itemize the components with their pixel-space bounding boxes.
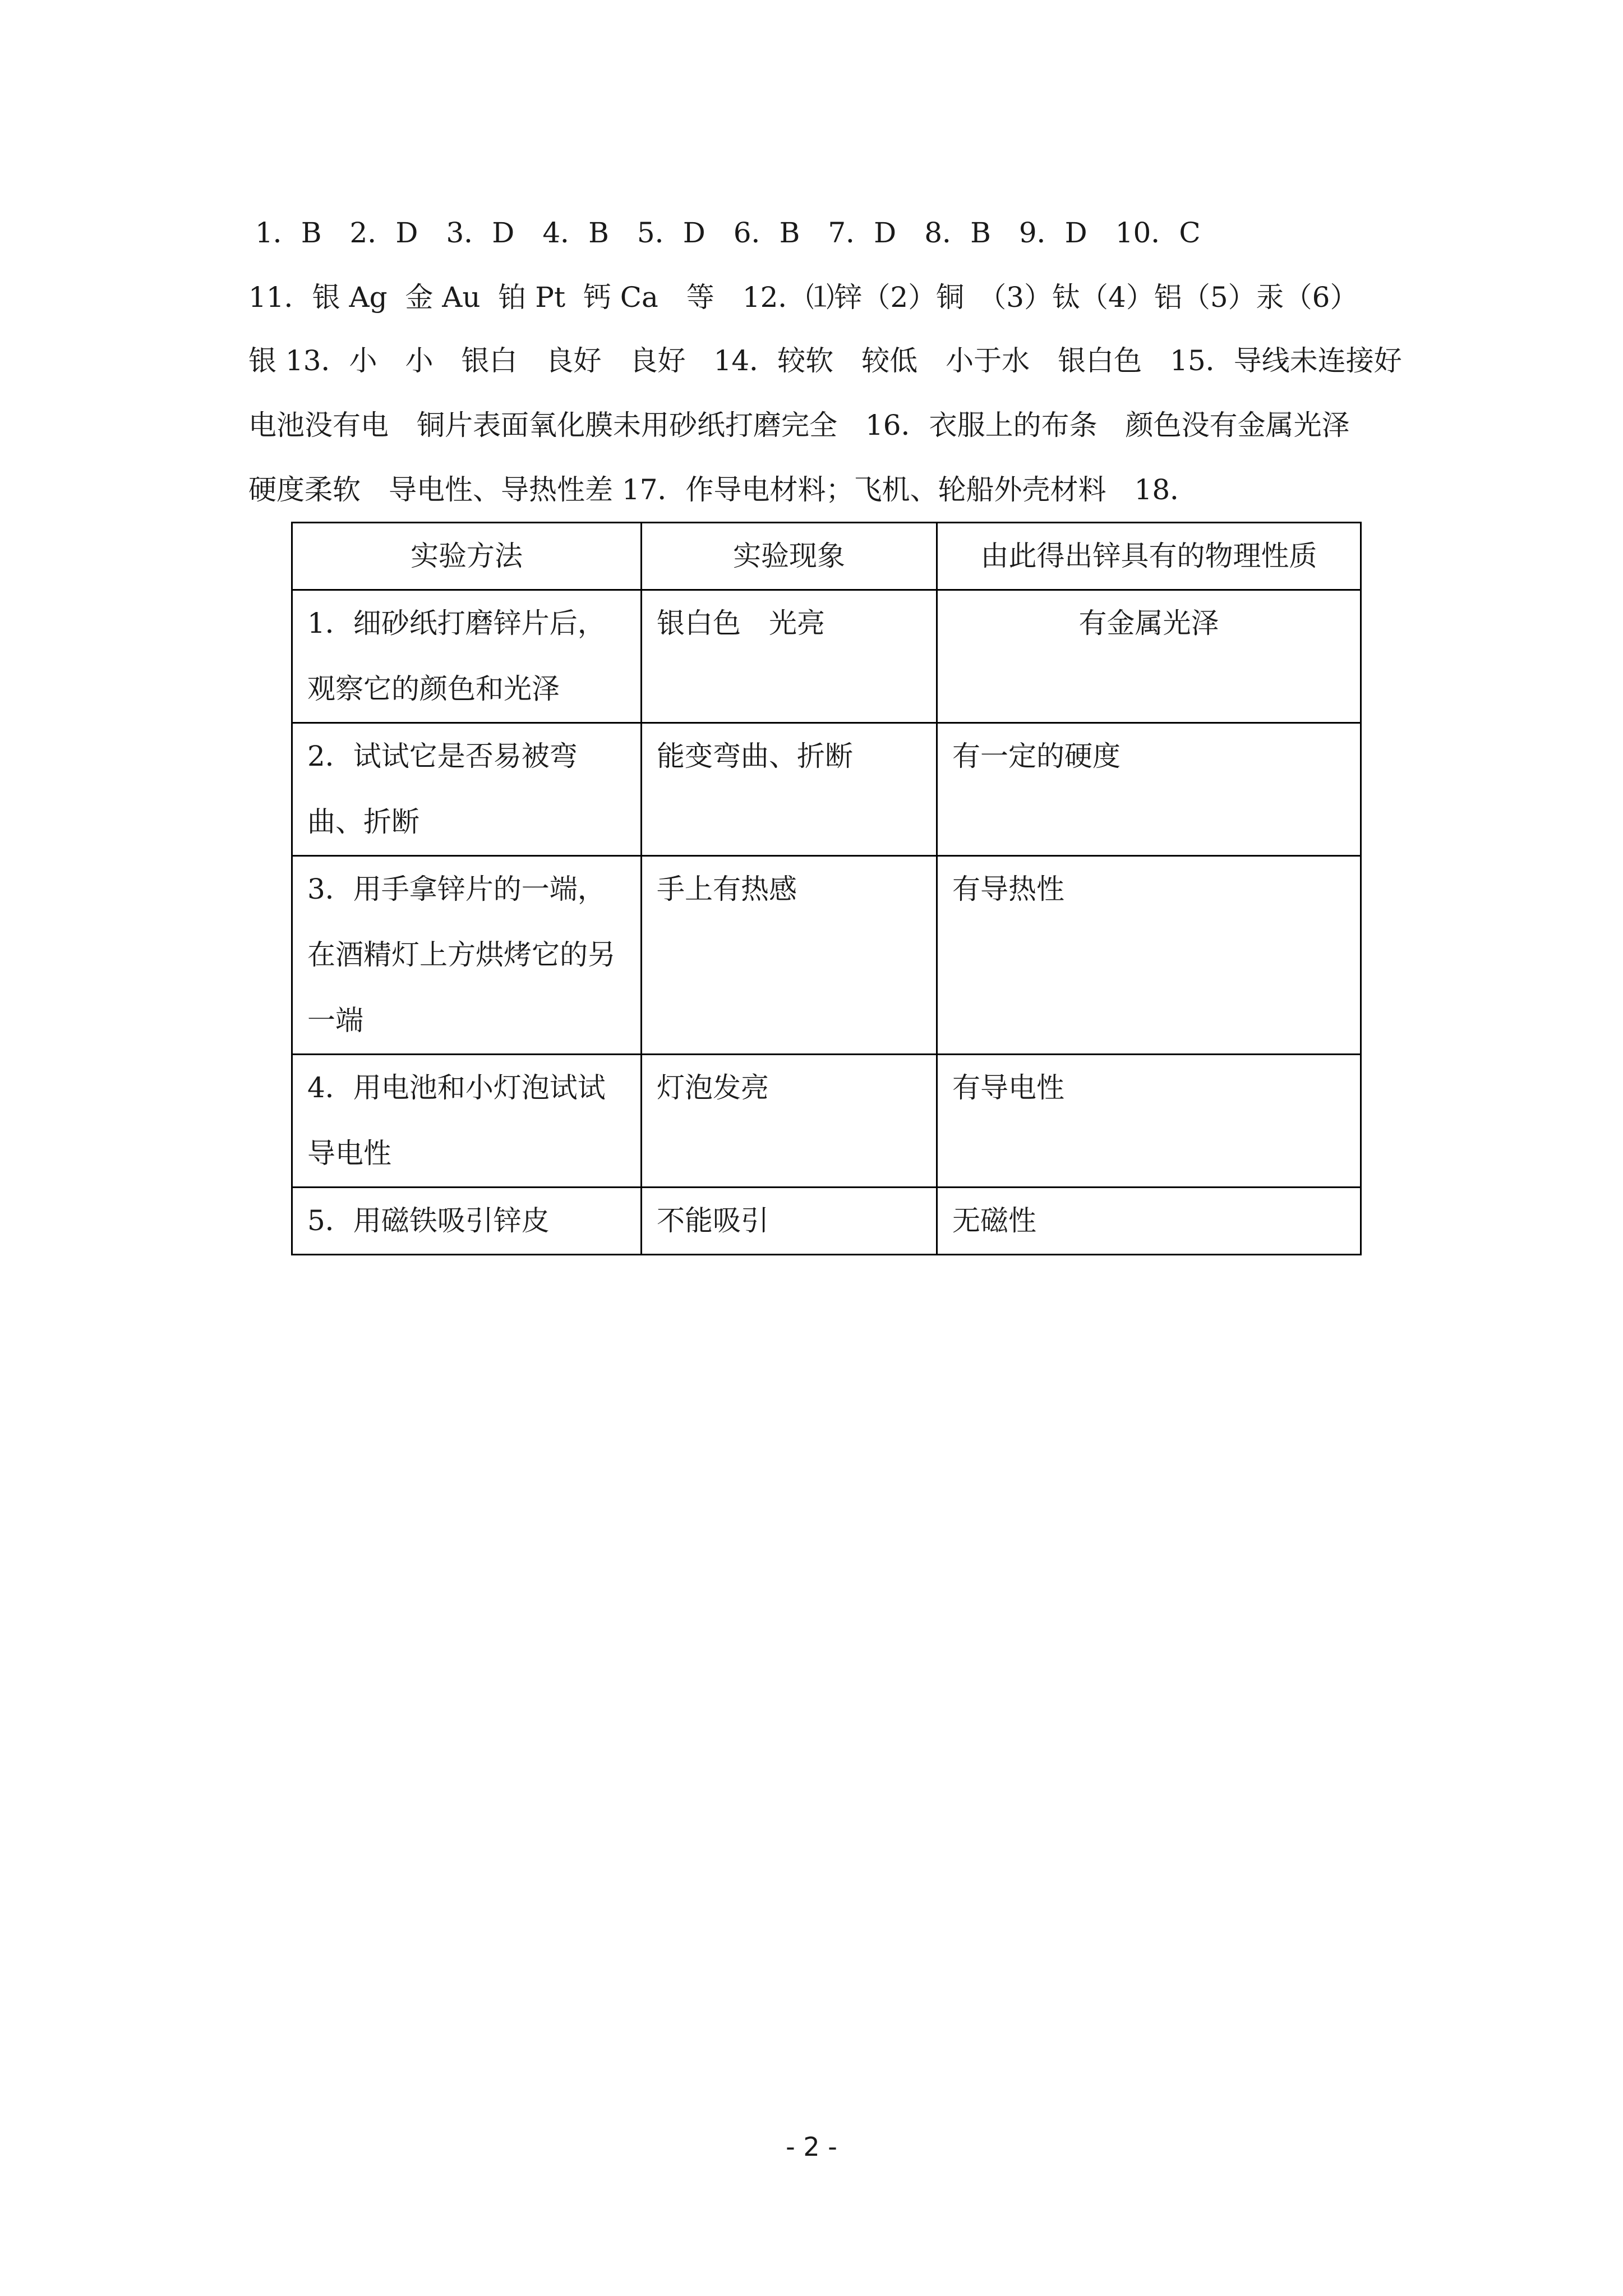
table-cell-phenomenon: 手上有热感 [642,856,937,1055]
table-row [292,856,1361,1055]
table-cell-property: 无磁性 [937,1188,1361,1255]
header-phenomenon: 实验现象 [642,523,937,590]
table-cell-method: 5．用磁铁吸引锌皮 [292,1188,642,1255]
experiment-table [291,522,1362,1255]
table-cell-method: 2．试试它是否易被弯曲、折断 [292,723,642,856]
table-header-row [292,523,1361,590]
header-property: 由此得出锌具有的物理性质 [937,523,1361,590]
answer-line-2: 11．银 Ag 金 Au 铂 Pt 钙 Ca 等 12．⑴锌（2）铜 （3）钛（4）铝（5）汞（6） [248,281,1358,314]
answer-line-1: 1．B 2．D 3．D 4．B 5．D 6．B 7．D 8．B 9．D 10．C [255,217,1201,249]
answer-line-3: 银 13．小 小 银白 良好 良好 14．较软 较低 小于水 银白色 15．导线未连接好 [248,344,1402,377]
table-row [292,590,1361,723]
table-cell-property: 有导热性 [937,856,1361,1055]
table-row [292,1188,1361,1255]
table-cell-method: 4．用电池和小灯泡试试导电性 [292,1055,642,1188]
table-cell-method: 3．用手拿锌片的一端，在酒精灯上方烘烤它的另一端 [292,856,642,1055]
answer-line-5: 硬度柔软 导电性、导热性差 17．作导电材料；飞机、轮船外壳材料 18． [248,473,1198,506]
table-row [292,1055,1361,1188]
table-cell-phenomenon: 能变弯曲、折断 [642,723,937,856]
answer-line-4: 电池没有电 铜片表面氧化膜未用砂纸打磨完全 16．衣服上的布条 颜色没有金属光泽 [248,409,1350,441]
table-cell-method: 1．细砂纸打磨锌片后，观察它的颜色和光泽 [292,590,642,723]
table-row [292,723,1361,856]
table-cell-phenomenon: 不能吸引 [642,1188,937,1255]
page-number: - 2 - [786,2132,837,2162]
table-cell-property: 有金属光泽 [937,590,1361,723]
table-cell-phenomenon: 灯泡发亮 [642,1055,937,1188]
table-cell-property: 有导电性 [937,1055,1361,1188]
header-method: 实验方法 [292,523,642,590]
table-cell-property: 有一定的硬度 [937,723,1361,856]
table-cell-phenomenon: 银白色 光亮 [642,590,937,723]
